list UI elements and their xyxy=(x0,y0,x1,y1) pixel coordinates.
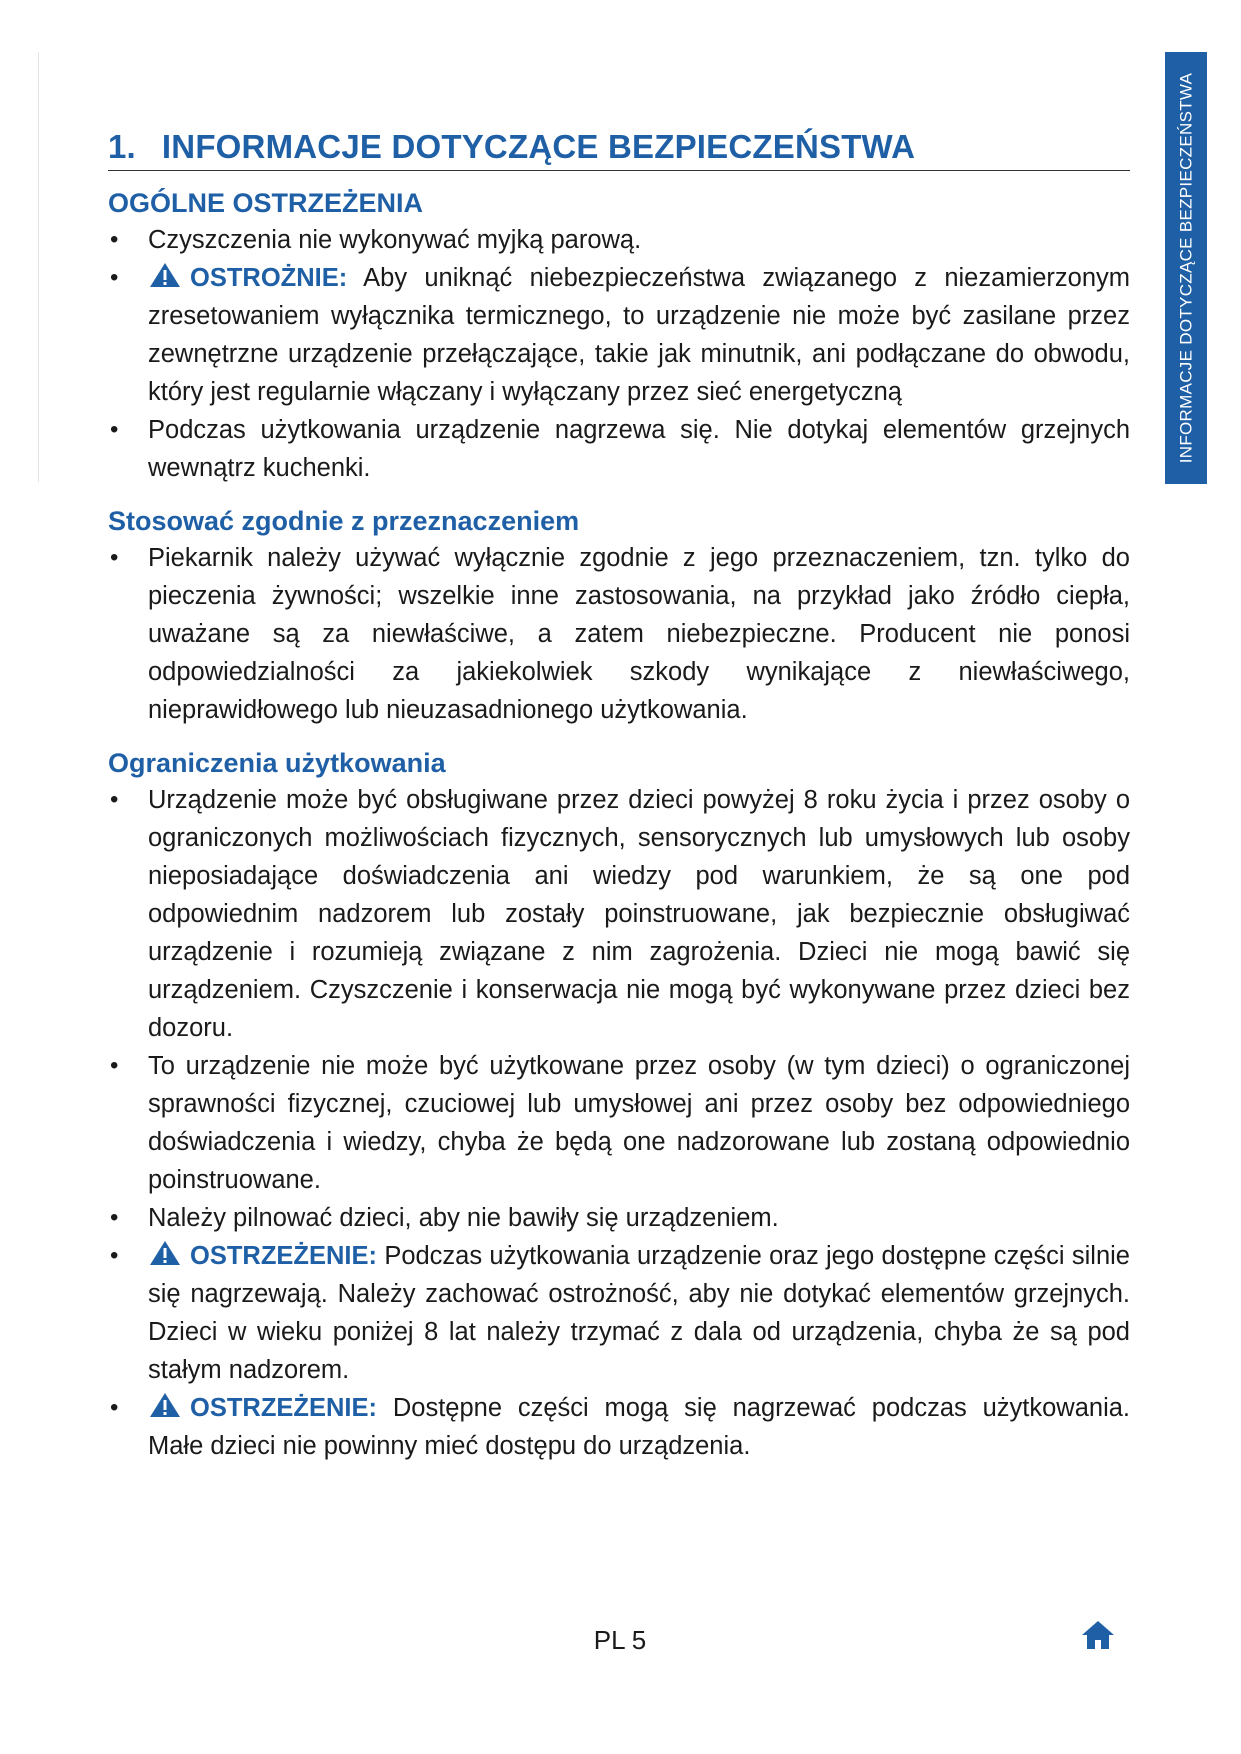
item-text: To urządzenie nie może być użytkowane przez osoby (w tym dzieci) o ograniczonej sprawności fizycznej, czuciowej lub umysłowej ani przez osoby bez odpowiedniego doświadczenia i wiedzy, chyba że będą one nadzorowane lub zostaną odpowiednio poinstruowane. xyxy=(148,1052,1130,1194)
bullet-icon: • xyxy=(110,264,119,291)
bullet-icon: • xyxy=(110,226,119,253)
bullet-list xyxy=(108,781,1130,1465)
section-usage-limits xyxy=(108,745,1130,1465)
list-item xyxy=(108,1389,1130,1465)
bullet-icon: • xyxy=(110,416,119,443)
page-number: PL 5 xyxy=(593,1625,647,1655)
warning-triangle-icon xyxy=(148,1391,182,1419)
title-number: 1. xyxy=(108,128,136,165)
item-text: Podczas użytkowania urządzenie oraz jego dostępne części silnie się nagrzewają. Należy zachować ostrożność, aby nie dotykać elementów grzejnych. Dzieci w wieku poniżej 8 lat należy trzymać z dala od urządzenia, chyba że są pod stałym nadzorem. xyxy=(148,1242,1130,1384)
list-item xyxy=(108,539,1130,729)
item-text: Dostępne części mogą się nagrzewać podczas użytkowania. Małe dzieci nie powinny mieć dostępu do urządzenia. xyxy=(148,1394,1130,1460)
bullet-list xyxy=(108,539,1130,729)
bullet-icon: • xyxy=(110,1394,119,1421)
side-tab-label: INFORMACJE DOTYCZĄCE BEZPIECZEŃSTWA xyxy=(1176,72,1196,464)
item-text: Podczas użytkowania urządzenie nagrzewa się. Nie dotykaj elementów grzejnych wewnątrz kuchenki. xyxy=(148,416,1130,482)
section-general-warnings xyxy=(108,185,1130,487)
list-item xyxy=(108,1237,1130,1389)
section-intended-use xyxy=(108,503,1130,729)
item-text: Czyszczenia nie wykonywać myjką parową. xyxy=(148,226,642,254)
home-icon[interactable] xyxy=(1080,1618,1116,1652)
section-heading: OGÓLNE OSTRZEŻENIA xyxy=(108,188,424,218)
list-item xyxy=(108,781,1130,1047)
section-heading: Stosować zgodnie z przeznaczeniem xyxy=(108,506,580,536)
margin-line xyxy=(38,52,39,482)
bullet-icon: • xyxy=(110,786,119,813)
section-heading: Ograniczenia użytkowania xyxy=(108,748,446,778)
side-tab[interactable] xyxy=(1165,52,1207,484)
list-item xyxy=(108,1199,1130,1237)
item-text: Należy pilnować dzieci, aby nie bawiły się urządzeniem. xyxy=(148,1204,779,1232)
warning-label: OSTRZEŻENIE: xyxy=(190,1242,378,1270)
bullet-icon: • xyxy=(110,1052,119,1079)
list-item xyxy=(108,1047,1130,1199)
item-text: Urządzenie może być obsługiwane przez dzieci powyżej 8 roku życia i przez osoby o ograniczonych możliwościach fizycznych, sensorycznych lub umysłowych lub osoby nieposiadające doświadczenia ani wiedzy pod warunkiem, że są one pod odpowiednim nadzorem lub zostały poinstruowane, jak bezpiecznie obsługiwać urządzenie i rozumieją związane z nim zagrożenia. Dzieci nie mogą bawić się urządzeniem. Czyszczenie i konserwacja nie mogą być wykonywane przez dzieci bez dozoru. xyxy=(148,786,1130,1042)
item-text: Aby uniknąć niebezpieczeństwa związanego z niezamierzonym zresetowaniem wyłącznika termicznego, to urządzenie nie może być zasilane przez zewnętrzne urządzenie przełączające, takie jak minutnik, ani podłączane do obwodu, który jest regularnie włączany i wyłączany przez sieć energetyczną xyxy=(148,264,1130,406)
bullet-icon: • xyxy=(110,1204,119,1231)
list-item xyxy=(108,411,1130,487)
list-item xyxy=(108,221,1130,259)
warning-triangle-icon xyxy=(148,1239,182,1267)
page-title xyxy=(108,128,1130,171)
bullet-icon: • xyxy=(110,1242,119,1269)
bullet-icon: • xyxy=(110,544,119,571)
warning-label: OSTRZEŻENIE: xyxy=(190,1394,378,1422)
warning-triangle-icon xyxy=(148,261,182,289)
bullet-list xyxy=(108,221,1130,487)
item-text: Piekarnik należy używać wyłącznie zgodnie z jego przeznaczeniem, tzn. tylko do pieczenia żywności; wszelkie inne zastosowania, na przykład jako źródło ciepła, uważane są za niewłaściwe, a zatem niebezpieczne. Producent nie ponosi odpowiedzialności za jakiekolwiek szkody wynikające z niewłaściwego, nieprawidłowego lub nieuzasadnionego użytkowania. xyxy=(148,544,1130,724)
page-content xyxy=(108,128,1130,1465)
caution-label: OSTROŻNIE: xyxy=(190,264,348,292)
title-text: INFORMACJE DOTYCZĄCE BEZPIECZEŃSTWA xyxy=(161,128,916,165)
list-item xyxy=(108,259,1130,411)
